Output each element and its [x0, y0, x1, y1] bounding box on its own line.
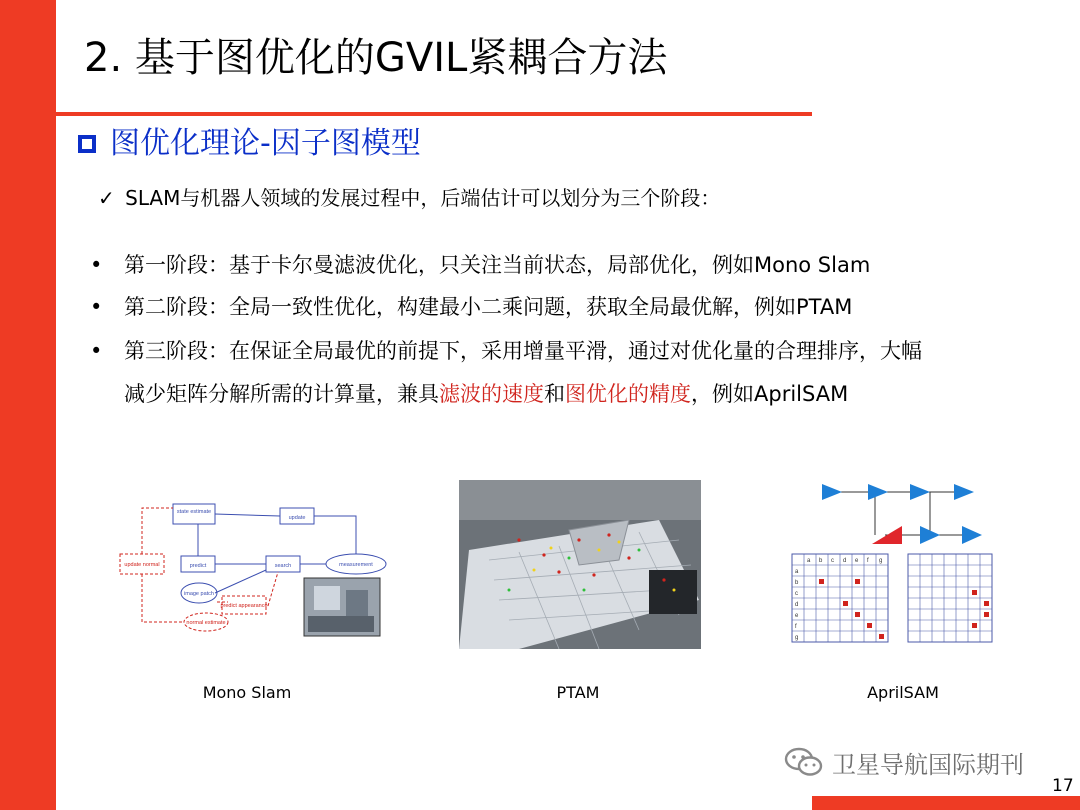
bullet-stage-3-continued [124, 379, 848, 409]
watermark-text: 卫星导航国际期刊 [832, 750, 1024, 779]
state-estimate-label: state estimate [176, 509, 212, 515]
bullet-dot: • [90, 295, 103, 319]
row-header-g: g [795, 635, 799, 641]
square-bullet-icon [78, 135, 96, 153]
col-header-d: d [843, 558, 847, 564]
watermark [784, 744, 1024, 780]
row-header-a: a [795, 569, 799, 575]
row-header-f: f [795, 624, 797, 630]
left-accent-bar [0, 0, 56, 810]
measurement-label: measurement [339, 562, 373, 568]
normal-estimate-label: normal estimate [186, 620, 226, 626]
ptam-image [459, 480, 701, 649]
col-header-g: g [879, 558, 883, 564]
mono-slam-diagram [118, 498, 400, 648]
sparse-matrix-left [792, 554, 888, 642]
slide-title: 2. 基于图优化的GVIL紧耦合方法 [84, 35, 668, 81]
bullet-text: 第一阶段：基于卡尔曼滤波优化，只关注当前状态，局部优化，例如Mono Slam [124, 253, 871, 277]
row-header-b: b [795, 580, 799, 586]
row-header-d: d [795, 602, 799, 608]
row-header-c: c [795, 591, 798, 597]
aprilsam-figure [790, 480, 1000, 650]
checkmark-icon: ✓ [98, 186, 115, 210]
cont-text: 减少矩阵分解所需的计算量，兼具 [124, 382, 439, 406]
update-label: update [288, 515, 306, 521]
sparse-matrix-right [908, 554, 992, 642]
bullet-text: 第三阶段：在保证全局最优的前提下，采用增量平滑，通过对优化量的合理排序，大幅 [124, 339, 922, 363]
col-header-b: b [819, 558, 823, 564]
col-header-c: c [831, 558, 834, 564]
room-photo-inset [304, 578, 380, 636]
bullet-dot: • [90, 253, 103, 277]
page-number: 17 [1052, 776, 1074, 796]
section-heading-text: 图优化理论-因子图模型 [110, 126, 421, 161]
bullet-dot: • [90, 339, 103, 363]
wechat-icon [784, 746, 824, 778]
bullet-text: 第二阶段：全局一致性优化，构建最小二乘问题，获取全局最优解，例如PTAM [124, 295, 853, 319]
factor-graph [822, 484, 982, 544]
cont-text: 和 [544, 382, 565, 406]
update-normal-label: update normal [124, 562, 160, 568]
caption-mono-slam: Mono Slam [202, 683, 292, 702]
search-label: search [274, 563, 292, 569]
image-patch-label: image patch [184, 591, 214, 597]
caption-aprilsam: AprilSAM [867, 683, 939, 702]
caption-ptam: PTAM [556, 683, 600, 702]
highlight-graph-accuracy: 图优化的精度 [565, 382, 691, 406]
row-header-e: e [795, 613, 799, 619]
col-header-f: f [867, 558, 869, 564]
predict-appearance-label: predict appearance [220, 603, 268, 609]
section-heading [78, 124, 421, 164]
predict-label: predict [189, 563, 207, 569]
highlight-filter-speed: 滤波的速度 [439, 382, 544, 406]
intro-text: SLAM与机器人领域的发展过程中，后端估计可以划分为三个阶段： [125, 186, 721, 210]
cont-text: ，例如AprilSAM [691, 382, 849, 406]
col-header-a: a [807, 558, 811, 564]
title-divider [56, 112, 812, 116]
col-header-e: e [855, 558, 859, 564]
bottom-accent-bar [812, 796, 1080, 810]
intro-line [98, 184, 720, 212]
